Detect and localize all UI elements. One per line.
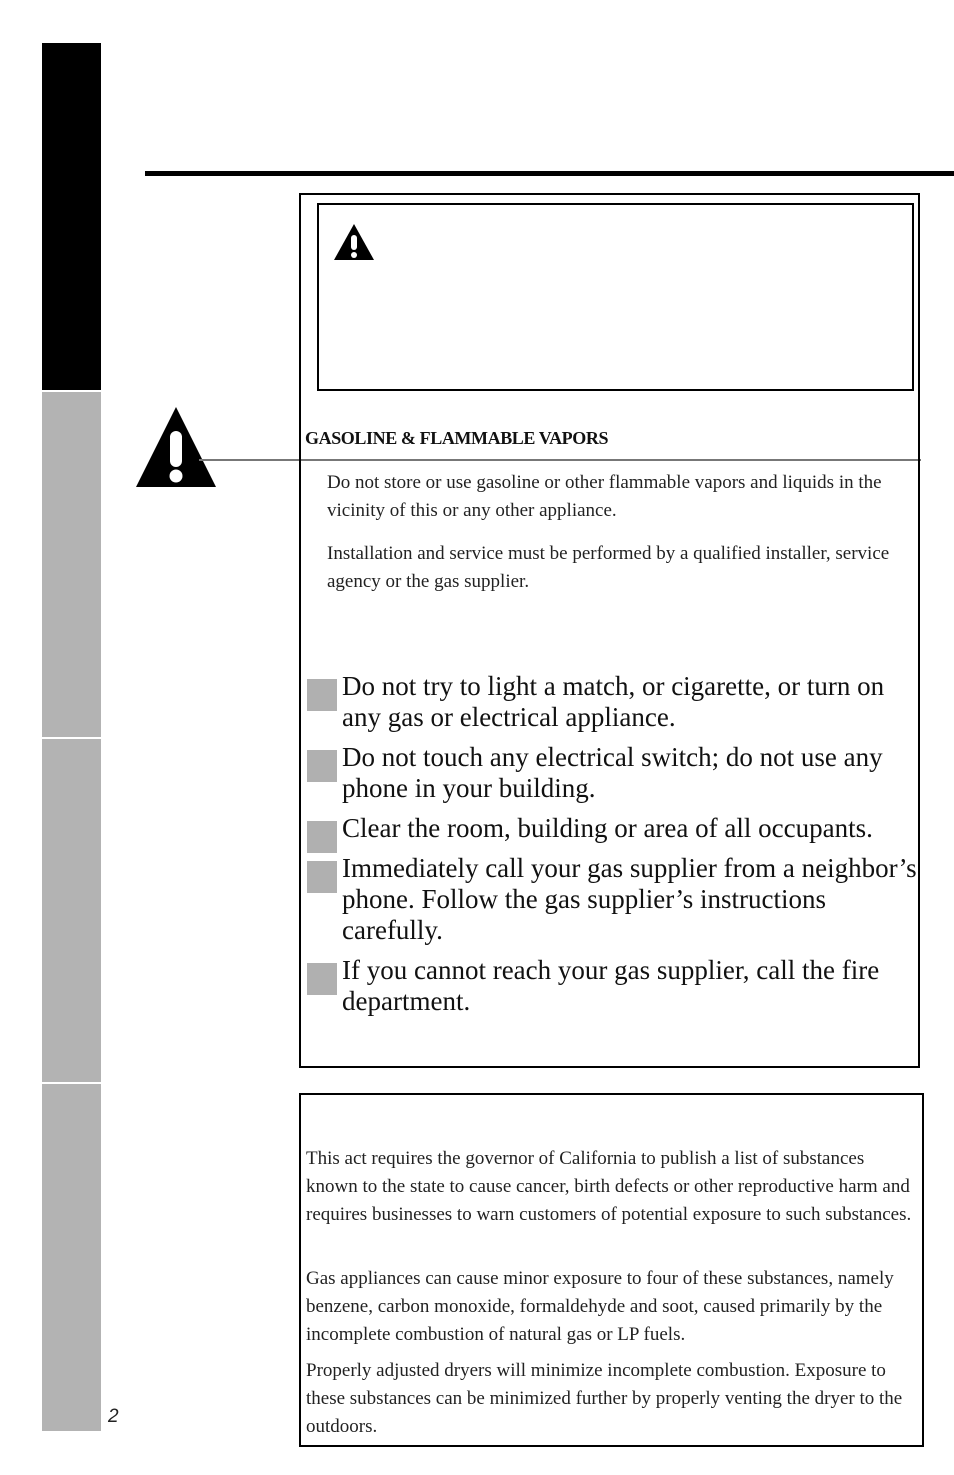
section-tab-safety xyxy=(42,43,101,390)
step-text: Clear the room, building or area of all occupants. xyxy=(342,813,873,843)
step-text: Do not try to light a match, or cigarette, or turn on any gas or electrical appliance. xyxy=(342,671,885,732)
bullet-square-icon xyxy=(307,821,337,853)
notice-paragraph: Gas appliances can cause minor exposure to four of these substances, namely benzene, carbon monoxide, formaldehyde and soot, caused primarily by the incomplete combustion of natural gas or LP fuels. xyxy=(306,1268,894,1345)
section-tab-troubleshooting xyxy=(42,1084,101,1431)
step-text: Do not touch any electrical switch; do not use any phone in your building. xyxy=(342,742,883,803)
section-tab-operating xyxy=(42,392,101,737)
section-tab-care xyxy=(42,739,101,1082)
header-rule xyxy=(145,171,954,176)
warning-header-box xyxy=(317,203,914,391)
hazard-heading: GASOLINE & FLAMMABLE VAPORS xyxy=(305,428,609,448)
warning-triangle-icon xyxy=(134,405,218,489)
notice-paragraph: Properly adjusted dryers will minimize incomplete combustion. Exposure to these substances can be minimized further by properly venting the dryer to the outdoors. xyxy=(306,1360,903,1437)
list-item xyxy=(307,853,917,946)
list-item xyxy=(307,813,917,844)
warning-triangle-small-icon xyxy=(333,223,375,261)
list-item xyxy=(307,742,917,804)
list-item xyxy=(307,671,917,733)
bullet-square-icon xyxy=(307,861,337,893)
gas-warning-box xyxy=(299,193,920,1068)
notice-paragraph: This act requires the governor of California to publish a list of substances known to the state to cause cancer, birth defects or other reproductive harm and requires businesses to warn customers of potential exposure to such substances. xyxy=(306,1148,912,1225)
bullet-square-icon xyxy=(307,963,337,995)
bullet-square-icon xyxy=(307,679,337,711)
bullet-square-icon xyxy=(307,750,337,782)
gas-smell-steps xyxy=(307,671,917,1026)
hazard-paragraph: Installation and service must be performed by a qualified installer, service agency or the gas supplier. xyxy=(327,543,890,592)
page-number: 2 xyxy=(108,1406,119,1427)
step-text: If you cannot reach your gas supplier, call the fire department. xyxy=(342,955,880,1016)
california-notice-box xyxy=(299,1093,924,1447)
hazard-paragraph: Do not store or use gasoline or other flammable vapors and liquids in the vicinity of this or any other appliance. xyxy=(327,472,882,521)
step-text: Immediately call your gas supplier from a neighbor’s phone. Follow the gas supplier’s instructions carefully. xyxy=(342,853,917,945)
list-item xyxy=(307,955,917,1017)
